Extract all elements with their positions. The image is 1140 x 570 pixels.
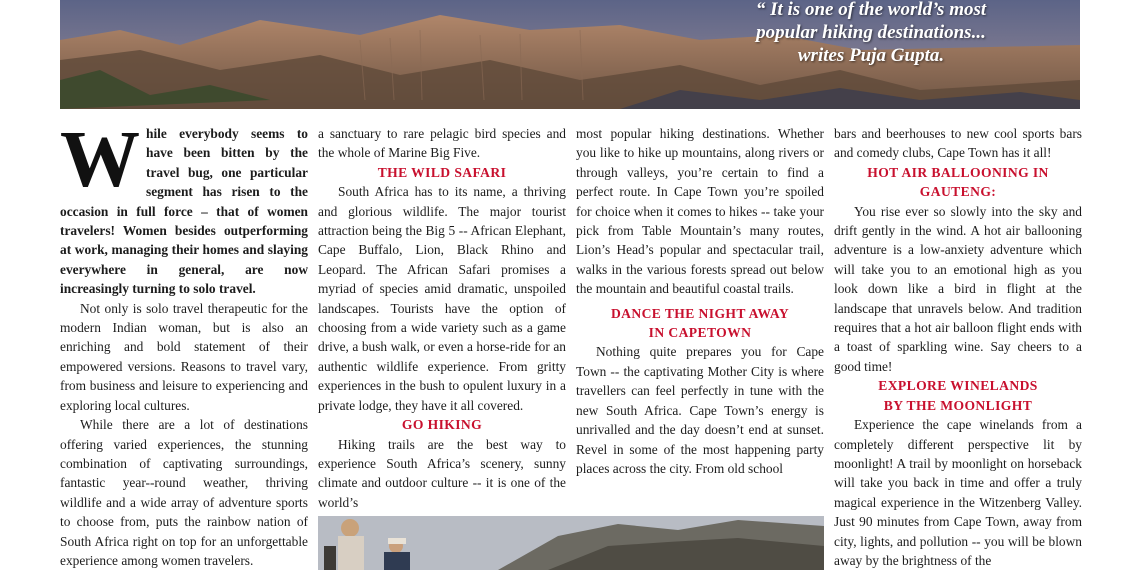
hikers-image — [318, 516, 824, 570]
body-paragraph: While there are a lot of destinations offering varied experiences, the stunning combination of captivating surroundings, fantastic year--round weather, thriving wildlife and a wide array of adventure sports to choose from, puts the rainbow nation of South Africa right on top for an unforgettable experience among women travelers. — [60, 417, 308, 568]
body-paragraph: You rise ever so slowly into the sky and drift gently in the wind. A hot air ballooning adventure is a low-anxiety adventure which will take you to an emotional high as you look down like a bird in flight at the landscape that unravels below. And tradition requires that a hot air balloon flight ends with a toast of sparkling wine. Say cheers to a good time! — [834, 203, 1082, 374]
hikers-photo — [318, 516, 824, 570]
section-heading-line: DANCE THE NIGHT AWAY — [610, 305, 790, 321]
body-paragraph: a sanctuary to rare pelagic bird species and the whole of Marine Big Five. — [318, 126, 566, 161]
body-paragraph: Hiking trails are the best way to experience South Africa’s scenery, sunny climate and outdoor culture -- it is one of the world’s — [318, 436, 566, 510]
lead-text: hile everybody seems to have been bitten by the travel bug, one particular segment has risen to the occasion in full force – that of women travelers! Women besides outperforming at work, managing their homes and slaying everywhere in general, are now increasingly turning to solo travel. — [60, 126, 308, 297]
section-heading-winelands — [834, 376, 1082, 415]
article-column-3 — [576, 124, 824, 478]
section-heading-line: EXPLORE WINELANDS — [878, 378, 1038, 394]
lead-paragraph — [60, 116, 308, 299]
section-heading-wild-safari: THE WILD SAFARI — [377, 164, 507, 180]
body-paragraph: South Africa has to its name, a thriving and glorious wildlife. The major tourist attraction being the Big 5 -- African Elephant, Cape Buffalo, Lion, Black Rhino and Leopard. The African Safari promises a myriad of species amid dramatic, unspoiled landscapes. Tourists have the option of choosing from a wide variety such as a game drive, a bush walk, or even a horse-ride for an authentic wildlife experience. From gritty experiences in the bush to opulent luxury in a private lodge, they have it all covered. — [318, 184, 566, 413]
body-paragraph: Experience the cape winelands from a completely different perspective lit by moonlight! A trail by moonlight on horseback will take you back in time and offer a truly magical experience in the Witzenberg Valley. Just 90 minutes from Cape Town, away from city, lights, and pollution -- you will be blown away by the brightness of the — [834, 417, 1082, 568]
section-heading-line: IN CAPETOWN — [648, 325, 752, 341]
section-heading-go-hiking: GO HIKING — [401, 417, 483, 433]
article-column-2 — [318, 124, 566, 512]
section-heading-dance — [576, 304, 824, 343]
body-paragraph: bars and beerhouses to new cool sports bars and comedy clubs, Cape Town has it all! — [834, 126, 1082, 161]
pull-quote-line-2: popular hiking destinations... — [756, 22, 986, 43]
article-column-1 — [60, 116, 308, 570]
pull-quote — [706, 0, 1036, 67]
body-paragraph: Nothing quite prepares you for Cape Town -- the captivating Mother City is where travellers can feel perfectly in tune with the new South Africa. Cape Town’s energy is unrivalled and the day doesn’t end at sunset. Revel in some of the most happening party places across the city. From old school — [576, 344, 824, 476]
hero-photo — [60, 0, 1080, 109]
pull-quote-line-1: “ It is one of the world’s most — [755, 0, 987, 20]
section-heading-hot-air-ballooning — [834, 163, 1082, 202]
section-heading-line: BY THE MOONLIGHT — [883, 397, 1033, 413]
pull-quote-line-3: writes Puja Gupta. — [797, 45, 945, 66]
body-paragraph: Not only is solo travel therapeutic for the modern Indian woman, but is also an enriching and bold statement of their empowered versions. Reasons to travel vary, from business and leisure to experiencing and exploring local cultures. — [60, 300, 308, 413]
body-paragraph: most popular hiking destinations. Whether you like to hike up mountains, along rivers or through valleys, you’re certain to find a perfect route. In Cape Town you’re spoiled for choice when it comes to hikes -- take your pick from Table Mountain’s many routes, Lion’s Head’s popular and spectacular trail, walks in the various forests spread out below the mountain and beautiful coastal trails. — [576, 126, 824, 297]
section-heading-line: GAUTENG: — [919, 184, 997, 200]
drop-cap: W — [60, 116, 140, 204]
section-heading-line: HOT AIR BALLOONING IN — [867, 164, 1049, 180]
article-column-4 — [834, 124, 1082, 570]
